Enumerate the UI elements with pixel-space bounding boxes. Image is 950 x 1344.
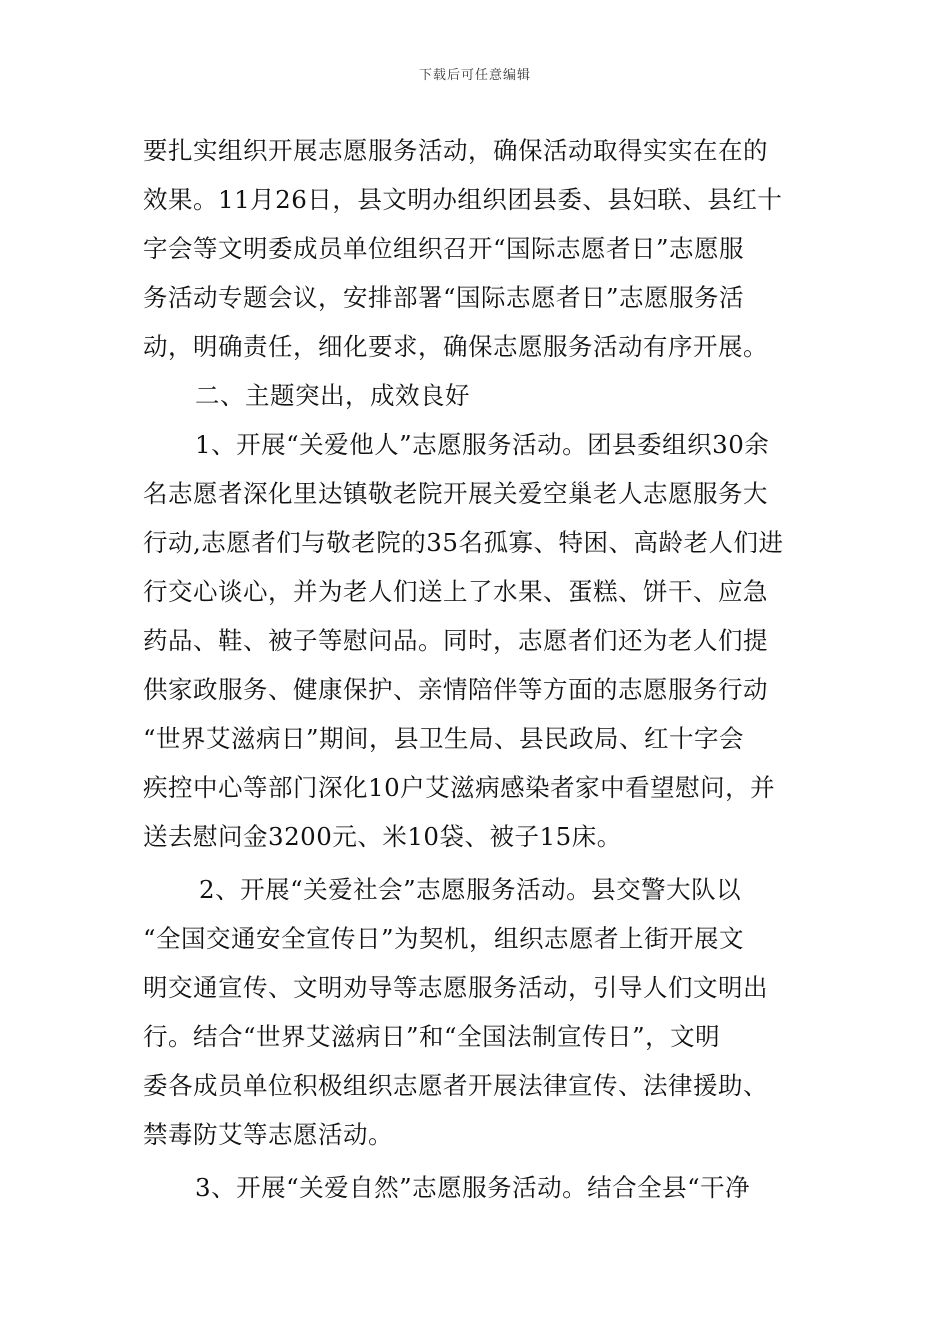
paragraph-line: 1、开展“关爱他人”志愿服务活动。团县委组织30余 xyxy=(195,430,770,459)
paragraph-line: 字会等文明委成员单位组织召开“国际志愿者日”志愿服 xyxy=(143,234,745,263)
paragraph-line: 委各成员单位积极组织志愿者开展法律宣传、法律援助、 xyxy=(143,1071,768,1100)
paragraph-line: 动，明确责任，细化要求，确保志愿服务活动有序开展。 xyxy=(143,332,768,361)
paragraph-line: 疾控中心等部门深化10户艾滋病感染者家中看望慰问，并 xyxy=(143,773,776,802)
paragraph-line: 要扎实组织开展志愿服务活动，确保活动取得实实在在的 xyxy=(143,136,768,165)
paragraph-line: 效果。11月26日，县文明办组织团县委、县妇联、县红十 xyxy=(143,185,783,214)
paragraph-line: 务活动专题会议，安排部署“国际志愿者日”志愿服务活 xyxy=(143,283,745,312)
paragraph-line: “世界艾滋病日”期间，县卫生局、县民政局、红十字会 xyxy=(143,724,745,753)
paragraph-line: 行。结合“世界艾滋病日”和“全国法制宣传日”，文明 xyxy=(143,1022,721,1051)
paragraph-line: “全国交通安全宣传日”为契机，组织志愿者上街开展文 xyxy=(143,924,745,953)
paragraph-line: 禁毒防艾等志愿活动。 xyxy=(143,1120,393,1149)
paragraph-line: 名志愿者深化里达镇敬老院开展关爱空巢老人志愿服务大 xyxy=(143,479,768,508)
paragraph-line: 行动,志愿者们与敬老院的35名孤寡、特困、高龄老人们进 xyxy=(143,528,784,557)
paragraph-line: 明交通宣传、文明劝导等志愿服务活动，引导人们文明出 xyxy=(143,973,768,1002)
paragraph-line: 2、开展“关爱社会”志愿服务活动。县交警大队以 xyxy=(199,875,742,904)
paragraph-line: 3、开展“关爱自然”志愿服务活动。结合全县“干净 xyxy=(195,1173,751,1202)
paragraph-line: 供家政服务、健康保护、亲情陪伴等方面的志愿服务行动 xyxy=(143,675,768,704)
paragraph-line: 药品、鞋、被子等慰问品。同时，志愿者们还为老人们提 xyxy=(143,626,768,655)
paragraph-line: 送去慰问金3200元、米10袋、被子15床。 xyxy=(143,822,622,851)
paragraph-line: 行交心谈心，并为老人们送上了水果、蛋糕、饼干、应急 xyxy=(143,577,768,606)
section-heading: 二、主题突出，成效良好 xyxy=(195,381,470,410)
document-body xyxy=(143,126,807,1212)
download-note: 下载后可任意编辑 xyxy=(418,68,531,83)
